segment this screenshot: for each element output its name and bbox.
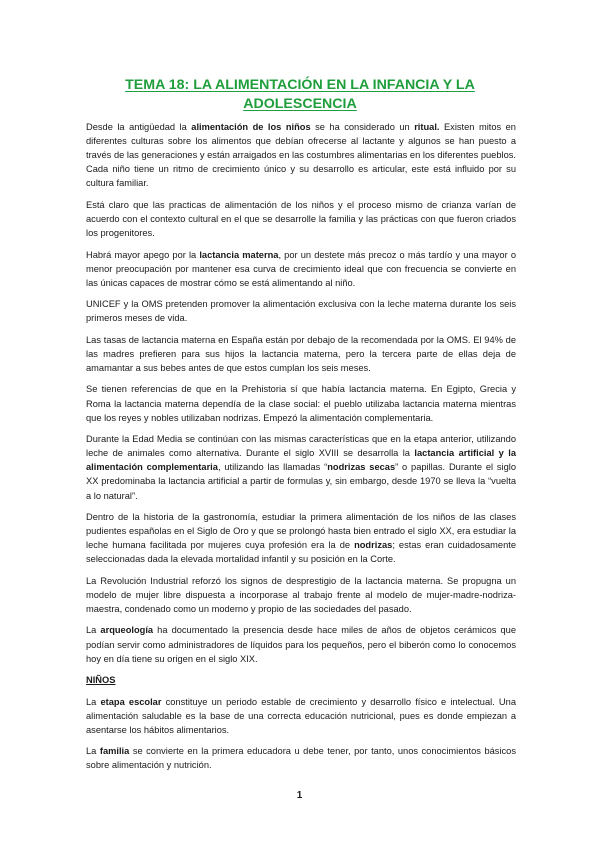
paragraph-1: Desde la antigüedad la alimentación de los niños se ha considerado un ritual. Existen mitos en diferentes culturas sobre los alimentos que debían ofrecerse al lactante y algunos se han puesto a través de las generaciones y están arraigados en las costumbres alimentarias en los diferentes pueblos. Cada niño tiene un ritmo de crecimiento único y su desarrollo es articular, este está influido por su cultura familiar. bbox=[86, 122, 516, 189]
paragraph-5: Las tasas de lactancia materna en España están por debajo de la recomendada por la OMS. El 94% de las madres prefieren para sus hijos la lactancia materna, pero la tercera parte de ellas deja de amamantar a sus bebes antes de que estos cumplan los seis meses. bbox=[86, 334, 516, 373]
paragraph-12: La familia se convierte en la primera educadora u debe tener, por tanto, unos conocimientos básicos sobre alimentación y nutrición. bbox=[86, 746, 516, 771]
paragraph-2: Está claro que las practicas de alimentación de los niños y el proceso mismo de crianza varían de acuerdo con el contexto cultural en el que se desarrolle la familia y las prácticas con que fueron criados los progenitores. bbox=[86, 199, 516, 239]
page-title: TEMA 18: LA ALIMENTACIÓN EN LA INFANCIA Y LA ADOLESCENCIA bbox=[125, 77, 475, 112]
paragraph-8: Dentro de la historia de la gastronomía, estudiar la primera alimentación de los niños de las clases pudientes españolas en el Siglo de Oro y que se prolongó hasta bien entrado el siglo XX, era estudiar la leche humana facilitada por mujeres cuya profesión era la de nodrizas; estas eran cuidadosamente seleccionadas dada la elevada mortalidad infantil y su posición en la Corte. bbox=[86, 511, 516, 565]
section-heading-ninos: NIÑOS bbox=[86, 675, 116, 686]
paragraph-9: La Revolución Industrial reforzó los signos de desprestigio de la lactancia materna. Se propugna un modelo de mujer libre dispuesta a incorporase al trabajo frente al modelo de mujer-madre-nodriza-maestra, condenado como un moderno y propio de las sociedades del pasado. bbox=[86, 575, 516, 614]
page-number: 1 bbox=[296, 790, 303, 801]
paragraph-4: UNICEF y la OMS pretenden promover la alimentación exclusiva con la leche materna durante los seis primeros meses de vida. bbox=[86, 299, 516, 324]
paragraph-6: Se tienen referencias de que en la Prehistoria sí que había lactancia materna. En Egipto, Grecia y Roma la lactancia materna dependía de la clase social: el pueblo utilizaba lactancia materna mientras que los reyes y nobles utilizaban nodrizas. Empezó la alimentación complementaria. bbox=[86, 384, 516, 423]
document-body bbox=[86, 120, 516, 780]
paragraph-10: La arqueología ha documentado la presencia desde hace miles de años de objetos cerámicos que podían servir como administradores de líquidos para los pequeños, pero el biberón como lo conocemos hoy en día tiene su origen en el siglo XIX. bbox=[86, 625, 516, 664]
paragraph-7: Durante la Edad Media se continúan con las mismas características que en la etapa anterior, utilizando leche de animales como alternativa. Durante el siglo XVIII se desarrolla la lactancia artificial y la alimentación complementaria, utilizando las llamadas “nodrizas secas” o papillas. Durante el siglo XX predominaba la lactancia artificial a partir de formulas y, sin embargo, desde 1970 se lleva la “vuelta a lo natural”. bbox=[86, 434, 516, 501]
paragraph-11: La etapa escolar constituye un periodo estable de crecimiento y desarrollo físico e intelectual. Una alimentación saludable es la base de una correcta educación nutricional, pues es donde empiezan a asentarse los hábitos alimentarios. bbox=[86, 696, 516, 735]
paragraph-3: Habrá mayor apego por la lactancia materna, por un destete más precoz o más tardío y una mayor o menor preocupación por mantener esa curva de crecimiento ideal que con frecuencia se convierte en las únicas capaces de mostrar cómo se está alimentando al niño. bbox=[86, 249, 516, 288]
